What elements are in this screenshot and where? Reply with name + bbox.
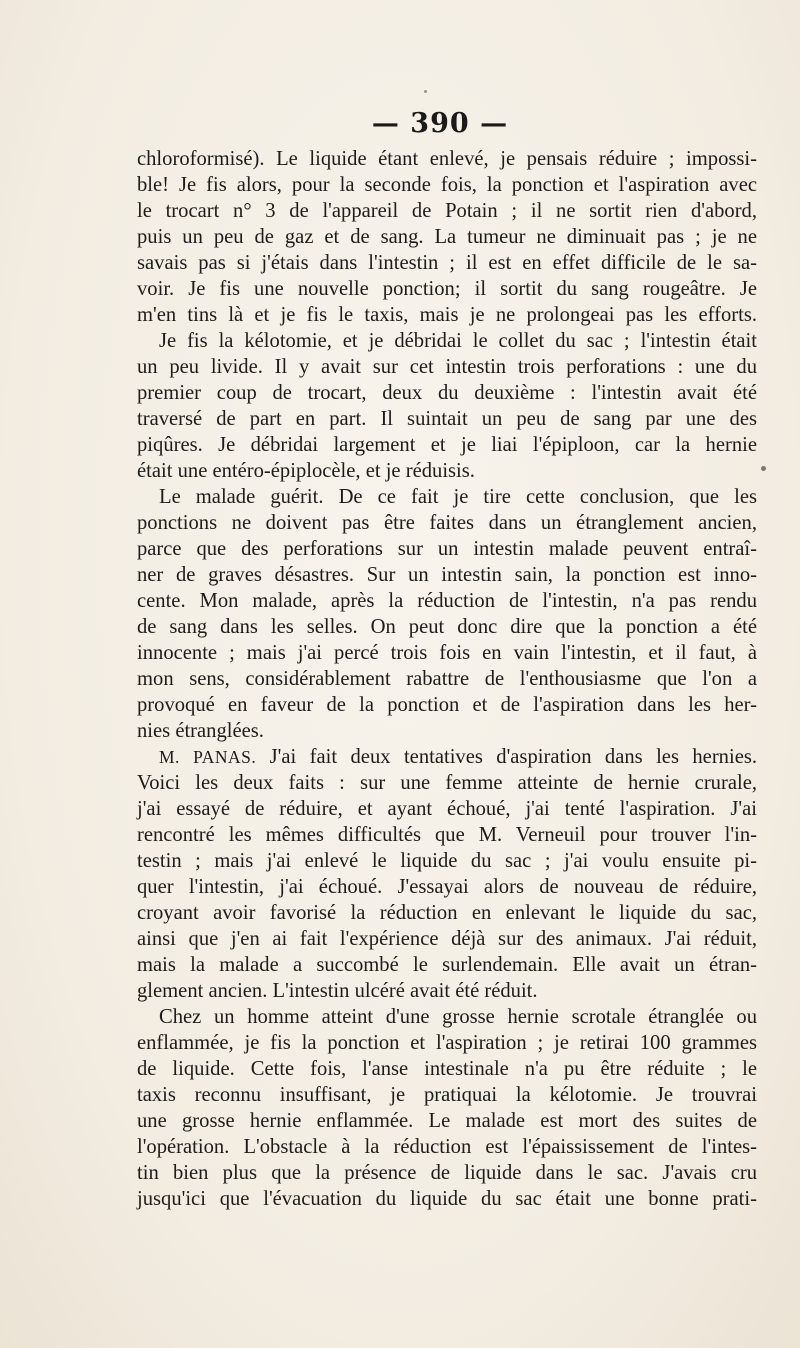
text-line: l'opération. L'obstacle à la réduction est l'épaississement de l'intes- [137, 1136, 757, 1158]
text-line: m'en tins là et je fis le taxis, mais je ne prolongeai pas les efforts. [137, 304, 757, 326]
text-line: testin ; mais j'ai enlevé le liquide du sac ; j'ai voulu ensuite pi- [137, 850, 757, 872]
text-line: ner de graves désastres. Sur un intestin sain, la ponction est inno- [137, 564, 757, 586]
text-line: parce que des perforations sur un intestin malade peuvent entraî- [137, 538, 757, 560]
text-line: ble! Je fis alors, pour la seconde fois, la ponction et l'aspiration avec [137, 174, 757, 196]
text-line: Le malade guérit. De ce fait je tire cette conclusion, que les [159, 486, 757, 508]
text-line: taxis reconnu insuffisant, je pratiquai la kélotomie. Je trouvrai [137, 1084, 757, 1106]
speaker-name: M. PANAS. [159, 747, 257, 767]
text-line: était une entéro-épiplocèle, et je réduisis. [137, 460, 475, 482]
text-line: provoqué en faveur de la ponction et de l'aspiration dans les her- [137, 694, 757, 716]
body-text [137, 146, 757, 1212]
page-number: — 390 — [371, 108, 509, 139]
text-line: savais pas si j'étais dans l'intestin ; il est en effet difficile de le sa- [137, 252, 757, 274]
paragraph-group-2 [137, 770, 757, 1212]
text-line: Chez un homme atteint d'une grosse hernie scrotale étranglée ou [159, 1006, 757, 1028]
text-line: mais la malade a succombé le surlendemain. Elle avait un étran- [137, 954, 757, 976]
text-line: Voici les deux faits : sur une femme atteinte de hernie crurale, [137, 772, 757, 794]
text-line: une grosse hernie enflammée. Le malade est mort des suites de [137, 1110, 757, 1132]
speaker-line [137, 744, 757, 770]
text-line: ainsi que j'en ai fait l'expérience déjà sur des animaux. J'ai réduit, [137, 928, 757, 950]
text-line: j'ai essayé de réduire, et ayant échoué, j'ai tenté l'aspiration. J'ai [137, 798, 757, 820]
text-line: piqûres. Je débridai largement et je liai l'épiploon, car la hernie [137, 434, 757, 456]
text-line: un peu livide. Il y avait sur cet intestin trois perforations : une du [137, 356, 757, 378]
text-line: cente. Mon malade, après la réduction de l'intestin, n'a pas rendu [137, 590, 757, 612]
text-line: tin bien plus que la présence de liquide dans le sac. J'avais cru [137, 1162, 757, 1184]
text-line: quer l'intestin, j'ai échoué. J'essayai alors de nouveau de réduire, [137, 876, 757, 898]
text-line: puis un peu de gaz et de sang. La tumeur ne diminuait pas ; je ne [137, 226, 757, 248]
text-line: jusqu'ici que l'évacuation du liquide du sac était une bonne prati- [137, 1188, 757, 1210]
paragraph-group-1 [137, 146, 757, 744]
text-line: croyant avoir favorisé la réduction en enlevant le liquide du sac, [137, 902, 757, 924]
text-line: enflammée, je fis la ponction et l'aspiration ; je retirai 100 grammes [137, 1032, 757, 1054]
speaker-line-text: J'ai fait deux tentatives d'aspiration dans les hernies. [256, 746, 757, 768]
text-line: innocente ; mais j'ai percé trois fois en vain l'intestin, et il faut, à [137, 642, 757, 664]
text-line: le trocart n° 3 de l'appareil de Potain ; il ne sortit rien d'abord, [137, 200, 757, 222]
text-line: chloroformisé). Le liquide étant enlevé, je pensais réduire ; impossi- [137, 148, 757, 170]
text-line: nies étranglées. [137, 720, 264, 742]
text-line: ponctions ne doivent pas être faites dans un étranglement ancien, [137, 512, 757, 534]
text-line: de liquide. Cette fois, l'anse intestinale n'a pu être réduite ; le [137, 1058, 757, 1080]
text-line: glement ancien. L'intestin ulcéré avait été réduit. [137, 980, 538, 1002]
text-line: traversé de part en part. Il suintait un peu de sang par une des [137, 408, 757, 430]
text-line: de sang dans les selles. On peut donc dire que la ponction a été [137, 616, 757, 638]
text-line: premier coup de trocart, deux du deuxième : l'intestin avait été [137, 382, 757, 404]
paper-speck [424, 90, 427, 93]
text-line: voir. Je fis une nouvelle ponction; il sortit du sang rougeâtre. Je [137, 278, 757, 300]
text-line: mon sens, considérablement rabattre de l'enthousiasme que l'on a [137, 668, 757, 690]
text-line: rencontré les mêmes difficultés que M. Verneuil pour trouver l'in- [137, 824, 757, 846]
text-line: Je fis la kélotomie, et je débridai le collet du sac ; l'intestin était [159, 330, 757, 352]
margin-dot [761, 466, 766, 471]
